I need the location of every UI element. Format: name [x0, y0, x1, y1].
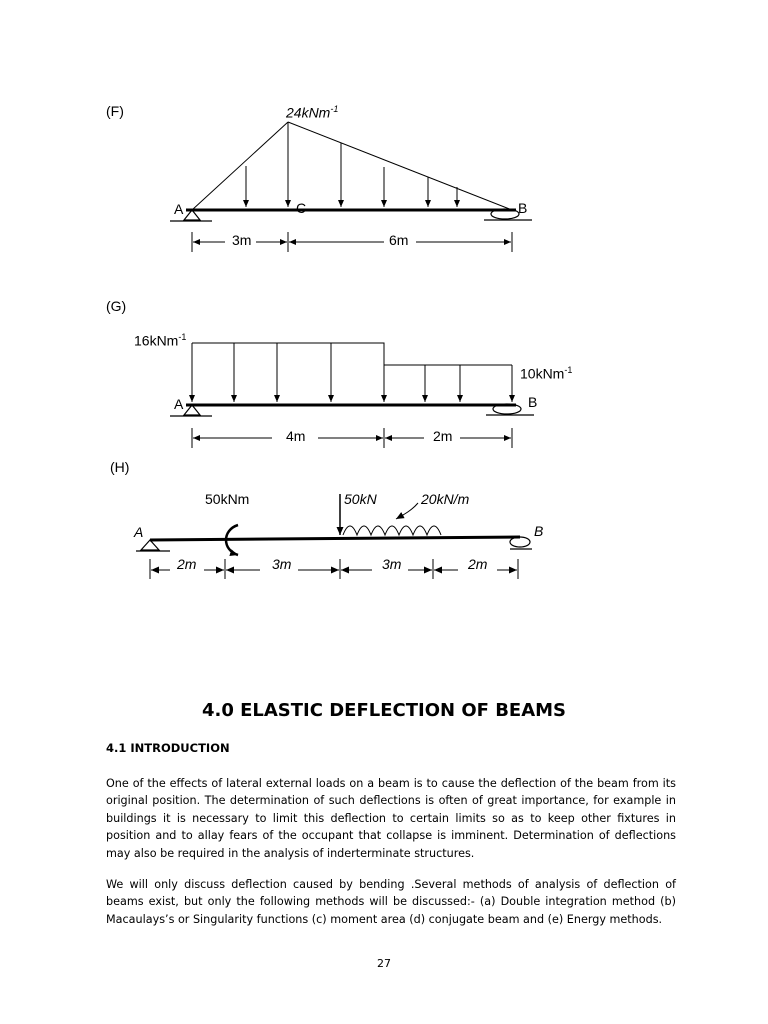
point-load-label: 50kN [344, 491, 377, 507]
dim-4m: 4m [286, 428, 306, 444]
point-b-label: B [528, 394, 538, 410]
roller-support [510, 537, 532, 549]
point-a-label: A [174, 201, 184, 217]
diagram-f-load-label: 24kNm$^{-1}$ [286, 104, 339, 121]
dim-6m: 6m [389, 232, 409, 248]
pin-support [136, 540, 170, 551]
diagram-h-tag: (H) [110, 459, 130, 475]
point-b-label: B [534, 523, 544, 539]
diagram-g-load2-label: 10kNm$^{-1}$ [520, 365, 573, 382]
point-b-label: B [518, 200, 528, 216]
dim-2m-right: 2m [468, 556, 488, 572]
udl-wave [343, 526, 441, 535]
dim-2m-left: 2m [177, 556, 197, 572]
section-subtitle: 4.1 INTRODUCTION [106, 741, 230, 755]
beam [150, 537, 520, 540]
dim-3m-right: 3m [382, 556, 402, 572]
diagram-g-tag: (G) [106, 298, 127, 314]
dim-2m: 2m [433, 428, 453, 444]
point-c-label: C [296, 200, 307, 216]
point-a-label: A [134, 524, 144, 540]
dimension-line [150, 559, 518, 579]
dim-3m: 3m [232, 232, 252, 248]
methods-paragraph: We will only discuss deflection caused by bending .Several methods of analysis of deflection of beams exist, but only the following methods will be discussed:- (a) Double integration method (b) Macaulays’s or Singularity functions (c) moment area (d) conjugate beam and (e) Energy methods. [106, 878, 676, 926]
moment-label: 50kNm [205, 491, 250, 507]
diagram-g-load1-label: 16kNm$^{-1}$ [134, 332, 187, 349]
udl-label: 20kN/m [421, 491, 470, 507]
diagram-f-tag: (F) [106, 103, 124, 119]
dim-3m-left: 3m [272, 556, 292, 572]
udl-pointer [396, 503, 418, 519]
page-number: 27 [377, 957, 391, 970]
point-a-label: A [174, 396, 184, 412]
intro-paragraph: One of the effects of lateral external loads on a beam is to cause the deflection of the beam from its original position. The determination of such deflections is often of great importance, for example in buildings it is necessary to limit this deflection to certain limits so as to keep other fixtures in position and to allay fears of the occupant that collapse is imminent. Determination of deflections may also be required in the analysis of inderterminate structures. [106, 777, 676, 860]
section-title: 4.0 ELASTIC DEFLECTION OF BEAMS [201, 700, 567, 721]
